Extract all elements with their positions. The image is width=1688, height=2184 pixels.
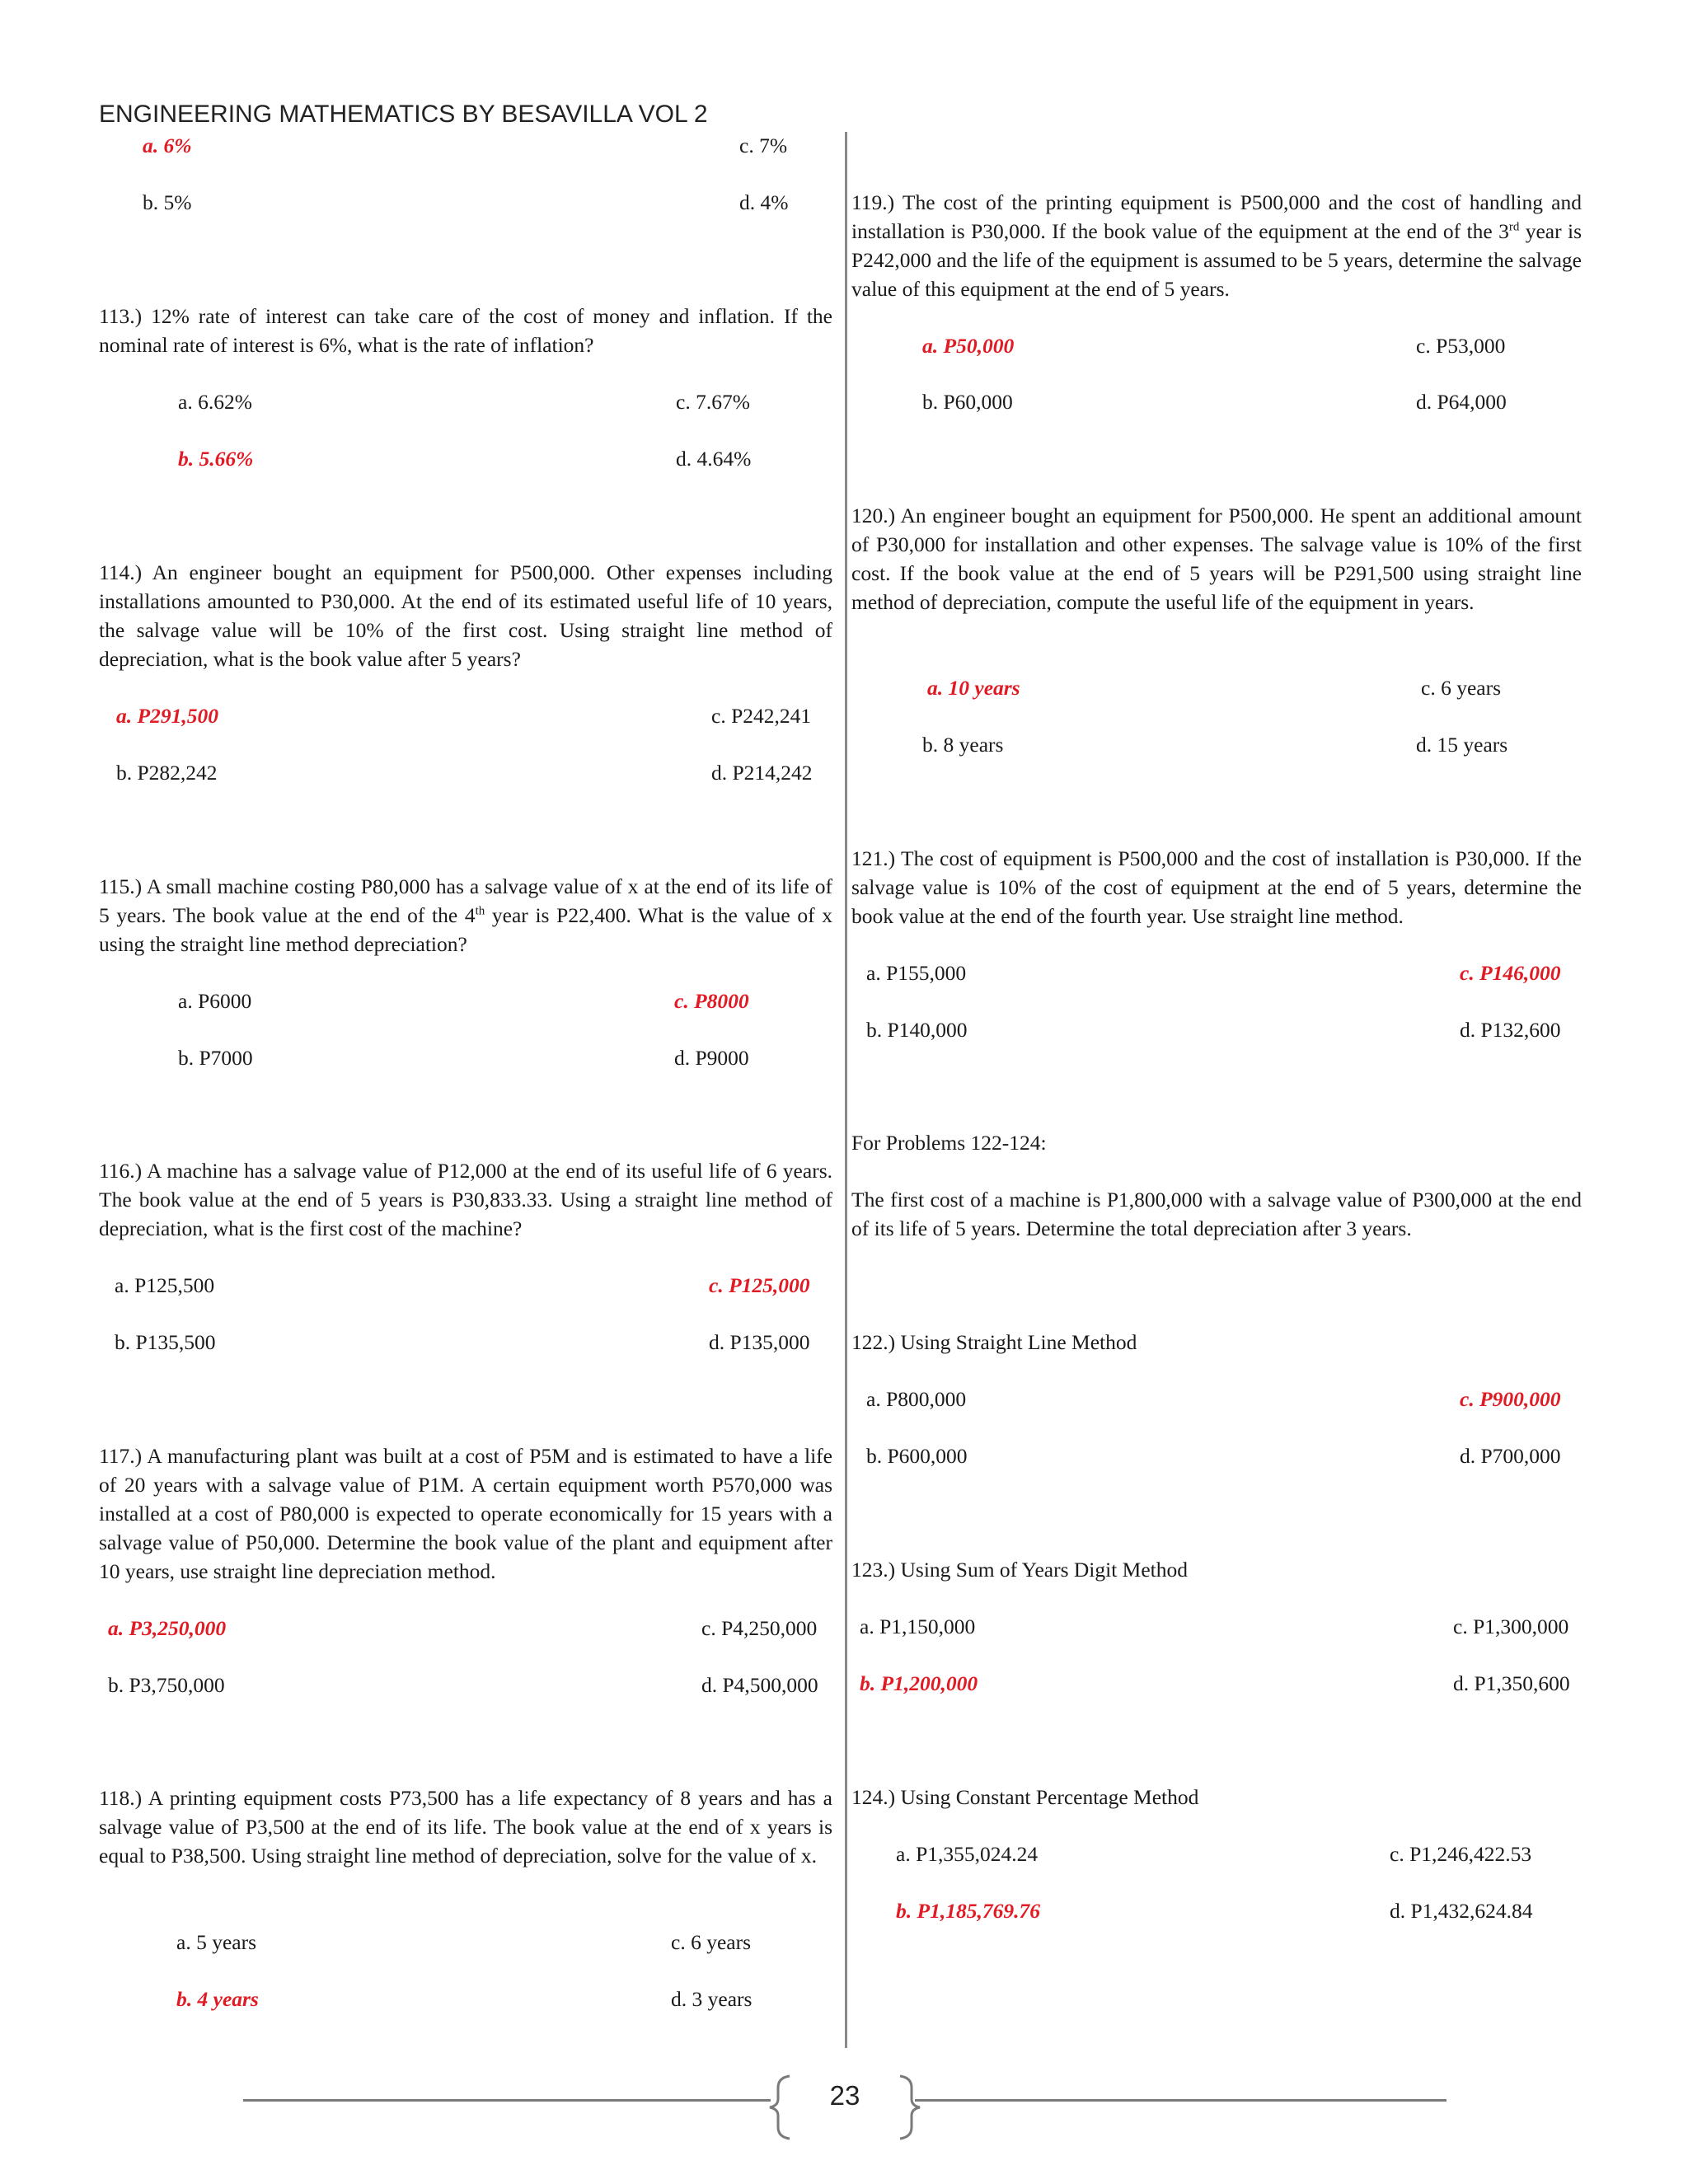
right-brace-icon (895, 2074, 925, 2140)
q121-option-b: b. P140,000 (866, 1018, 968, 1042)
q121-option-c: c. P146,000 (1460, 961, 1561, 985)
q118-option-b: b. 4 years (176, 1987, 259, 2011)
q116-option-b: b. P135,500 (115, 1330, 216, 1354)
q114-option-b: b. P282,242 (116, 761, 218, 785)
q114-option-a: a. P291,500 (116, 704, 218, 728)
q122-option-b: b. P600,000 (866, 1444, 968, 1468)
question-119: 119.) The cost of the printing equipment is P500,000 and the cost of handling and installation is P30,000. If the book value of the equipment at the end of the 3rd year is P242,000 and the life of the equipment is assumed to be 5 years, determine the salvage value of this equipment at the end of 5 years. (851, 190, 1582, 301)
question-118: 118.) A printing equipment costs P73,500 has a life expectancy of 8 years and has a salvage value of P3,500 at the end of its life. The book value at the end of x years is equal to P38,500. Using straight line method of depreciation, solve for the value of x. (99, 1786, 832, 1868)
q116-option-a: a. P125,500 (115, 1273, 215, 1297)
q117-option-a: a. P3,250,000 (108, 1616, 227, 1640)
q123-option-c: c. P1,300,000 (1453, 1615, 1569, 1638)
q124-option-b: b. P1,185,769.76 (896, 1899, 1040, 1923)
problem-group-statement: The first cost of a machine is P1,800,000 with a salvage value of P300,000 at the end of its life of 5 years. Determine the total depreciation after 3 years. (851, 1188, 1582, 1240)
q116-option-c: c. P125,000 (709, 1273, 810, 1297)
question-113: 113.) 12% rate of interest can take care of the cost of money and inflation. If the nominal rate of interest is 6%, what is the rate of inflation? (99, 304, 832, 357)
question-123: 123.) Using Sum of Years Digit Method (851, 1558, 1189, 1582)
q113-option-a: a. 6.62% (178, 390, 252, 414)
q121-option-d: d. P132,600 (1460, 1018, 1561, 1042)
question-116: 116.) A machine has a salvage value of P12,000 at the end of its useful life of 6 years. The book value at the end of 5 years is P30,833.33. Using a straight line method of depreciation, what is the first cost of the machine? (99, 1159, 832, 1240)
q115-option-d: d. P9000 (674, 1046, 749, 1070)
q112-option-c: c. 7% (739, 134, 788, 157)
q122-option-c: c. P900,000 (1460, 1387, 1561, 1411)
page-number: 23 (829, 2080, 860, 2111)
q124-option-d: d. P1,432,624.84 (1390, 1899, 1533, 1923)
q112-option-d: d. 4% (739, 190, 789, 214)
q122-option-d: d. P700,000 (1460, 1444, 1561, 1468)
q119-option-a: a. P50,000 (922, 334, 1015, 358)
q122-option-a: a. P800,000 (866, 1387, 967, 1411)
q115-option-c: c. P8000 (674, 989, 749, 1013)
q120-option-b: b. 8 years (922, 733, 1004, 757)
q120-option-a: a. 10 years (927, 676, 1020, 700)
q119-option-d: d. P64,000 (1416, 390, 1507, 414)
left-brace-icon (765, 2074, 795, 2140)
q113-option-d: d. 4.64% (676, 447, 752, 471)
column-divider (845, 132, 847, 2048)
q113-option-b: b. 5.66% (178, 447, 254, 471)
footer-rule-left (243, 2099, 771, 2102)
q120-option-c: c. 6 years (1421, 676, 1501, 700)
q121-option-a: a. P155,000 (866, 961, 967, 985)
question-114: 114.) An engineer bought an equipment for P500,000. Other expenses including installations amounted to P30,000. At the end of its estimated useful life of 10 years, the salvage value will be 10% of the first cost. Using straight line method of depreciation, what is the book value after 5 years? (99, 560, 832, 671)
q124-option-c: c. P1,246,422.53 (1390, 1842, 1532, 1866)
question-124: 124.) Using Constant Percentage Method (851, 1785, 1199, 1809)
q112-option-b: b. 5% (143, 190, 192, 214)
q117-option-c: c. P4,250,000 (701, 1616, 818, 1640)
q119-option-b: b. P60,000 (922, 390, 1013, 414)
q118-option-c: c. 6 years (671, 1930, 751, 1954)
document-header: ENGINEERING MATHEMATICS BY BESAVILLA VOL 2 (99, 101, 708, 128)
footer-rule-right (915, 2099, 1447, 2102)
question-122: 122.) Using Straight Line Method (851, 1330, 1137, 1354)
q116-option-d: d. P135,000 (709, 1330, 810, 1354)
q114-option-c: c. P242,241 (711, 704, 812, 728)
q124-option-a: a. P1,355,024.24 (896, 1842, 1039, 1866)
q115-option-b: b. P7000 (178, 1046, 253, 1070)
question-121: 121.) The cost of equipment is P500,000 and the cost of installation is P30,000. If the salvage value is 10% of the cost of equipment at the end of 5 years, determine the book value at the end of the fourth year. Use straight line method. (851, 846, 1582, 928)
q112-option-a: a. 6% (143, 134, 192, 157)
question-120: 120.) An engineer bought an equipment for P500,000. He spent an additional amount of P30,000 for installation and other expenses. The salvage value is 10% of the first cost. If the book value at the end of 5 years will be P291,500 using straight line method of depreciation, compute the useful life of the equipment in years. (851, 504, 1582, 614)
question-117: 117.) A manufacturing plant was built at a cost of P5M and is estimated to have a life of 20 years with a salvage value of P1M. A certain equipment worth P570,000 was installed at a cost of P80,000 is expected to operate economically for 15 years with a salvage value of P50,000. Determine the book value of the plant and equipment after 10 years, use straight line depreciation method. (99, 1444, 832, 1583)
q123-option-a: a. P1,150,000 (860, 1615, 976, 1638)
q118-option-a: a. 5 years (176, 1930, 256, 1954)
q115-option-a: a. P6000 (178, 989, 252, 1013)
q123-option-b: b. P1,200,000 (860, 1671, 978, 1695)
q118-option-d: d. 3 years (671, 1987, 753, 2011)
problem-group-heading: For Problems 122-124: (851, 1131, 1047, 1155)
question-115: 115.) A small machine costing P80,000 has a salvage value of x at the end of its life of 5 years. The book value at the end of the 4th year is P22,400. What is the value of x using the straight line method depreciation? (99, 874, 832, 956)
q113-option-c: c. 7.67% (676, 390, 750, 414)
q119-option-c: c. P53,000 (1416, 334, 1506, 358)
q120-option-d: d. 15 years (1416, 733, 1508, 757)
q117-option-d: d. P4,500,000 (701, 1673, 818, 1697)
q114-option-d: d. P214,242 (711, 761, 813, 785)
q117-option-b: b. P3,750,000 (108, 1673, 225, 1697)
q123-option-d: d. P1,350,600 (1453, 1671, 1570, 1695)
